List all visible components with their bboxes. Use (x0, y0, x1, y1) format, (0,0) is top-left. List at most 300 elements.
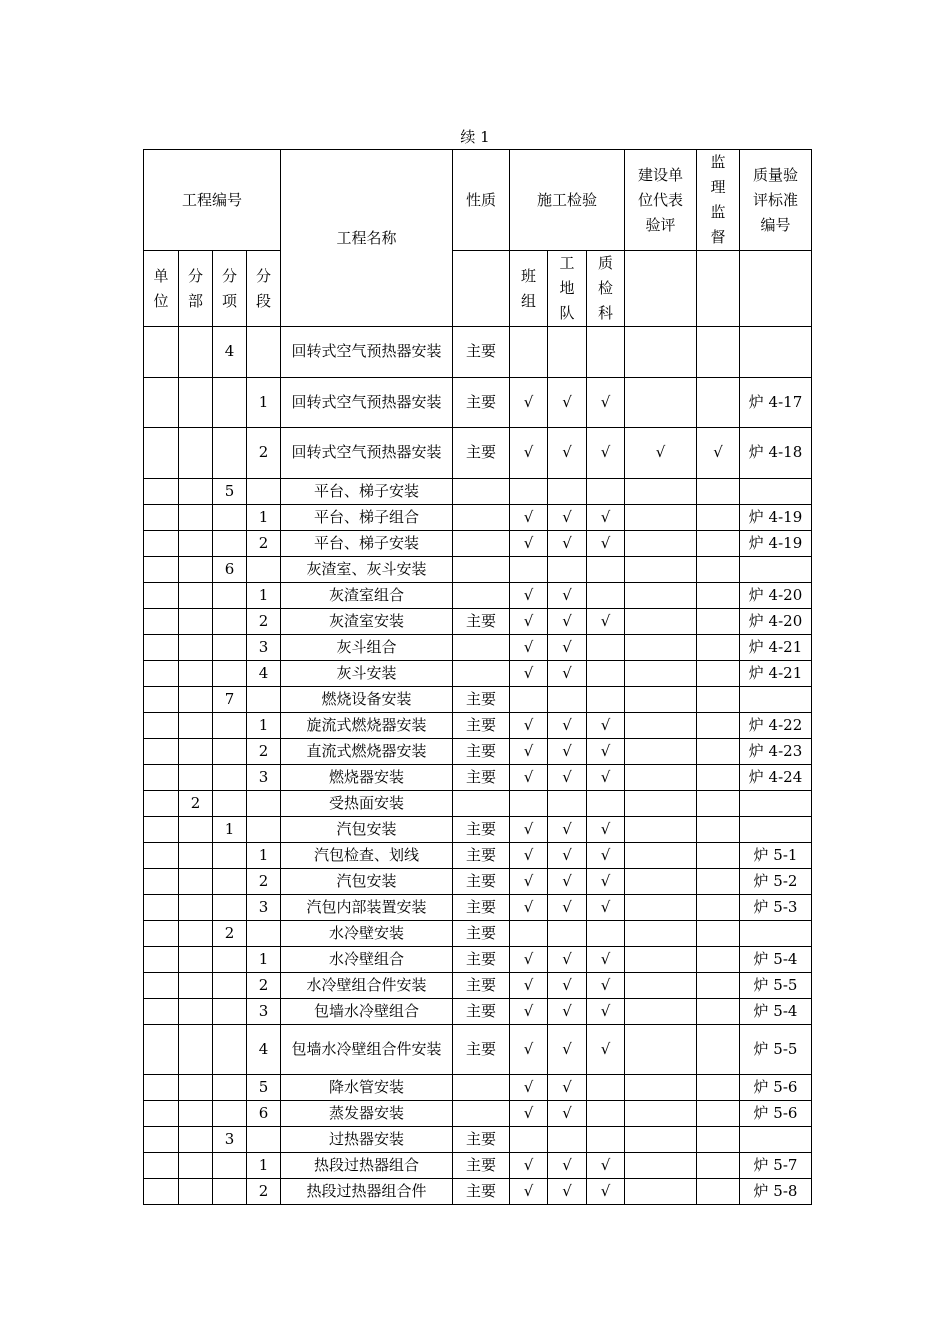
cell-site-team: √ (548, 894, 587, 920)
cell-name: 灰渣室组合 (281, 582, 453, 608)
cell-supervision (697, 660, 740, 686)
cell-division (179, 1075, 213, 1101)
cell-supervision (697, 998, 740, 1024)
cell-site-team: √ (548, 1101, 587, 1127)
cell-name: 降水管安装 (281, 1075, 453, 1101)
header-nature: 性质 (453, 150, 510, 251)
cell-name: 燃烧设备安装 (281, 686, 453, 712)
header-section-text: 分段 (255, 266, 271, 310)
cell-division (179, 1101, 213, 1127)
cell-supervision (697, 1101, 740, 1127)
cell-nature: 主要 (453, 842, 510, 868)
cell-item: 1 (213, 816, 247, 842)
cell-owner-rep (625, 764, 697, 790)
cell-site-team (548, 920, 587, 946)
cell-team (510, 920, 548, 946)
cell-team: √ (510, 894, 548, 920)
cell-standard: 炉 4-18 (740, 428, 812, 479)
cell-nature: 主要 (453, 712, 510, 738)
cell-section: 2 (247, 608, 281, 634)
cell-section (247, 327, 281, 378)
cell-team (510, 686, 548, 712)
cell-site-team: √ (548, 738, 587, 764)
cell-owner-rep (625, 556, 697, 582)
cell-unit (144, 1127, 179, 1153)
cell-qc: √ (587, 712, 625, 738)
table-row (144, 1127, 812, 1153)
cell-name: 包墙水冷壁组合 (281, 998, 453, 1024)
cell-nature (453, 790, 510, 816)
cell-item (213, 790, 247, 816)
cell-section: 3 (247, 998, 281, 1024)
cell-supervision (697, 738, 740, 764)
cell-site-team: √ (548, 816, 587, 842)
cell-division (179, 998, 213, 1024)
cell-item (213, 712, 247, 738)
cell-section: 2 (247, 738, 281, 764)
cell-item: 3 (213, 1127, 247, 1153)
cell-site-team (548, 686, 587, 712)
cell-section: 1 (247, 842, 281, 868)
cell-standard (740, 816, 812, 842)
cell-nature: 主要 (453, 738, 510, 764)
cell-team: √ (510, 377, 548, 428)
cell-section (247, 816, 281, 842)
cell-division (179, 1127, 213, 1153)
cell-team: √ (510, 504, 548, 530)
cell-item (213, 1153, 247, 1179)
cell-standard: 炉 5-1 (740, 842, 812, 868)
cell-unit (144, 530, 179, 556)
cell-name: 直流式燃烧器安装 (281, 738, 453, 764)
cell-owner-rep (625, 634, 697, 660)
cell-qc: √ (587, 504, 625, 530)
cell-unit (144, 1179, 179, 1205)
cell-supervision (697, 608, 740, 634)
cell-supervision (697, 1179, 740, 1205)
table-row (144, 634, 812, 660)
cell-team: √ (510, 738, 548, 764)
cell-owner-rep (625, 327, 697, 378)
cell-item (213, 1024, 247, 1075)
table-row (144, 764, 812, 790)
cell-nature (453, 1075, 510, 1101)
cell-name: 平台、梯子安装 (281, 478, 453, 504)
cell-team: √ (510, 946, 548, 972)
cell-division (179, 1153, 213, 1179)
cell-owner-rep (625, 946, 697, 972)
cell-qc: √ (587, 842, 625, 868)
cell-standard (740, 327, 812, 378)
cell-standard: 炉 5-8 (740, 1179, 812, 1205)
table-row (144, 842, 812, 868)
cell-unit (144, 478, 179, 504)
cell-owner-rep (625, 1153, 697, 1179)
cell-item: 6 (213, 556, 247, 582)
cell-section: 2 (247, 868, 281, 894)
cell-name: 回转式空气预热器安装 (281, 428, 453, 479)
cell-nature (453, 660, 510, 686)
cell-division (179, 946, 213, 972)
cell-owner-rep (625, 660, 697, 686)
cell-standard: 炉 4-21 (740, 660, 812, 686)
cell-owner-rep (625, 816, 697, 842)
cell-division (179, 920, 213, 946)
cell-unit (144, 894, 179, 920)
cell-section: 2 (247, 972, 281, 998)
cell-unit (144, 712, 179, 738)
cell-nature: 主要 (453, 868, 510, 894)
cell-name: 蒸发器安装 (281, 1101, 453, 1127)
cell-standard: 炉 4-19 (740, 504, 812, 530)
cell-owner-rep: √ (625, 428, 697, 479)
cell-team (510, 478, 548, 504)
cell-nature: 主要 (453, 946, 510, 972)
cell-standard (740, 478, 812, 504)
cell-qc: √ (587, 377, 625, 428)
table-row (144, 1179, 812, 1205)
cell-division (179, 556, 213, 582)
table-row (144, 946, 812, 972)
cell-nature: 主要 (453, 816, 510, 842)
cell-qc: √ (587, 428, 625, 479)
cell-standard (740, 920, 812, 946)
cell-team (510, 1127, 548, 1153)
cell-qc: √ (587, 868, 625, 894)
cell-supervision (697, 634, 740, 660)
cell-site-team (548, 478, 587, 504)
cell-supervision: √ (697, 428, 740, 479)
cell-division (179, 972, 213, 998)
cell-supervision (697, 582, 740, 608)
cell-division (179, 816, 213, 842)
cell-standard (740, 1127, 812, 1153)
cell-owner-rep (625, 868, 697, 894)
cell-team: √ (510, 764, 548, 790)
cell-nature: 主要 (453, 1179, 510, 1205)
cell-name: 汽包安装 (281, 868, 453, 894)
cell-division (179, 894, 213, 920)
cell-team: √ (510, 660, 548, 686)
cell-site-team: √ (548, 530, 587, 556)
cell-team: √ (510, 972, 548, 998)
cell-team: √ (510, 998, 548, 1024)
cell-unit (144, 842, 179, 868)
cell-section: 1 (247, 712, 281, 738)
cell-team: √ (510, 634, 548, 660)
cell-unit (144, 504, 179, 530)
cell-division (179, 530, 213, 556)
cell-site-team: √ (548, 608, 587, 634)
header-site-team (548, 251, 587, 327)
header-construction-check: 施工检验 (510, 150, 625, 251)
cell-team: √ (510, 608, 548, 634)
table-row (144, 428, 812, 479)
cell-section: 5 (247, 1075, 281, 1101)
cell-nature: 主要 (453, 1153, 510, 1179)
cell-owner-rep (625, 1127, 697, 1153)
cell-section (247, 920, 281, 946)
cell-item (213, 504, 247, 530)
cell-name: 受热面安装 (281, 790, 453, 816)
table-row (144, 1101, 812, 1127)
table-row (144, 660, 812, 686)
cell-item (213, 428, 247, 479)
cell-standard: 炉 4-19 (740, 530, 812, 556)
header-division (179, 251, 213, 327)
header-owner-rep (625, 150, 697, 251)
cell-nature: 主要 (453, 686, 510, 712)
cell-item (213, 1075, 247, 1101)
cell-supervision (697, 712, 740, 738)
cell-qc: √ (587, 608, 625, 634)
cell-team: √ (510, 1075, 548, 1101)
cell-qc: √ (587, 764, 625, 790)
cell-section: 1 (247, 377, 281, 428)
cell-team: √ (510, 868, 548, 894)
cell-nature (453, 504, 510, 530)
cell-unit (144, 377, 179, 428)
cell-unit (144, 1153, 179, 1179)
cell-unit (144, 1101, 179, 1127)
cell-supervision (697, 868, 740, 894)
cell-standard: 炉 5-4 (740, 946, 812, 972)
cell-site-team: √ (548, 582, 587, 608)
cell-item (213, 998, 247, 1024)
cell-name: 灰渣室安装 (281, 608, 453, 634)
cell-supervision (697, 816, 740, 842)
cell-unit (144, 634, 179, 660)
table-row (144, 504, 812, 530)
cell-division (179, 634, 213, 660)
cell-owner-rep (625, 738, 697, 764)
cell-standard: 炉 5-2 (740, 868, 812, 894)
cell-name: 水冷壁组合件安装 (281, 972, 453, 998)
cell-name: 热段过热器组合 (281, 1153, 453, 1179)
cell-site-team: √ (548, 946, 587, 972)
quality-inspection-table (143, 149, 812, 1205)
header-owner-blank (625, 251, 697, 327)
cell-site-team: √ (548, 764, 587, 790)
cell-item: 5 (213, 478, 247, 504)
cell-section (247, 1127, 281, 1153)
cell-site-team: √ (548, 998, 587, 1024)
cell-item (213, 377, 247, 428)
cell-name: 包墙水冷壁组合件安装 (281, 1024, 453, 1075)
cell-standard: 炉 5-6 (740, 1075, 812, 1101)
cell-item (213, 1179, 247, 1205)
cell-qc (587, 478, 625, 504)
cell-name: 平台、梯子组合 (281, 504, 453, 530)
cell-team (510, 790, 548, 816)
cell-division (179, 842, 213, 868)
cell-standard: 炉 4-22 (740, 712, 812, 738)
cell-section: 2 (247, 530, 281, 556)
cell-standard: 炉 5-5 (740, 972, 812, 998)
cell-unit (144, 582, 179, 608)
header-project-name: 工程名称 (281, 150, 453, 327)
cell-qc: √ (587, 998, 625, 1024)
cell-site-team: √ (548, 377, 587, 428)
cell-name: 汽包检查、划线 (281, 842, 453, 868)
table-row (144, 377, 812, 428)
cell-qc (587, 790, 625, 816)
cell-qc (587, 1075, 625, 1101)
cell-name: 水冷壁安装 (281, 920, 453, 946)
cell-site-team: √ (548, 1075, 587, 1101)
header-owner-rep-text: 建设单位代表验评 (637, 165, 683, 234)
cell-division (179, 764, 213, 790)
cell-section (247, 556, 281, 582)
cell-division (179, 608, 213, 634)
cell-unit (144, 972, 179, 998)
cell-section (247, 686, 281, 712)
cell-unit (144, 556, 179, 582)
cell-unit (144, 738, 179, 764)
cell-supervision (697, 530, 740, 556)
cell-owner-rep (625, 377, 697, 428)
cell-nature: 主要 (453, 428, 510, 479)
table-row (144, 920, 812, 946)
table-row (144, 894, 812, 920)
cell-supervision (697, 556, 740, 582)
cell-qc: √ (587, 738, 625, 764)
cell-qc: √ (587, 1024, 625, 1075)
cell-division (179, 377, 213, 428)
cell-section: 3 (247, 634, 281, 660)
table-row (144, 712, 812, 738)
cell-item (213, 868, 247, 894)
cell-standard (740, 556, 812, 582)
cell-team: √ (510, 712, 548, 738)
cell-qc (587, 327, 625, 378)
header-team-text: 班组 (520, 266, 536, 310)
cell-site-team: √ (548, 428, 587, 479)
cell-section: 1 (247, 582, 281, 608)
cell-supervision (697, 686, 740, 712)
header-division-text: 分部 (187, 266, 203, 310)
cell-qc: √ (587, 816, 625, 842)
cell-item (213, 842, 247, 868)
cell-name: 过热器安装 (281, 1127, 453, 1153)
table-row (144, 608, 812, 634)
cell-nature: 主要 (453, 1127, 510, 1153)
cell-item (213, 660, 247, 686)
cell-owner-rep (625, 894, 697, 920)
cell-name: 灰斗安装 (281, 660, 453, 686)
cell-standard: 炉 4-24 (740, 764, 812, 790)
header-std-blank (740, 251, 812, 327)
table-row (144, 1024, 812, 1075)
cell-owner-rep (625, 1075, 697, 1101)
cell-qc (587, 660, 625, 686)
cell-section: 1 (247, 504, 281, 530)
cell-section: 4 (247, 660, 281, 686)
table-row (144, 738, 812, 764)
cell-standard: 炉 4-20 (740, 582, 812, 608)
cell-qc (587, 556, 625, 582)
cell-owner-rep (625, 504, 697, 530)
cell-nature (453, 478, 510, 504)
cell-supervision (697, 1075, 740, 1101)
cell-section: 6 (247, 1101, 281, 1127)
header-supervision-text: 监理监督 (710, 153, 726, 246)
cell-section: 3 (247, 894, 281, 920)
cell-team: √ (510, 582, 548, 608)
table-row (144, 972, 812, 998)
table-row (144, 686, 812, 712)
cell-supervision (697, 920, 740, 946)
cell-supervision (697, 1127, 740, 1153)
cell-standard: 炉 5-5 (740, 1024, 812, 1075)
cell-nature: 主要 (453, 998, 510, 1024)
cell-nature: 主要 (453, 377, 510, 428)
table-row (144, 998, 812, 1024)
cell-name: 旋流式燃烧器安装 (281, 712, 453, 738)
cell-unit (144, 686, 179, 712)
header-section (247, 251, 281, 327)
cell-item: 2 (213, 920, 247, 946)
cell-unit (144, 946, 179, 972)
cell-team: √ (510, 1101, 548, 1127)
cell-section: 4 (247, 1024, 281, 1075)
cell-nature (453, 1101, 510, 1127)
cell-name: 回转式空气预热器安装 (281, 377, 453, 428)
cell-name: 热段过热器组合件 (281, 1179, 453, 1205)
header-unit-text: 单位 (153, 266, 169, 310)
cell-item (213, 972, 247, 998)
cell-division (179, 327, 213, 378)
cell-nature (453, 556, 510, 582)
cell-unit (144, 428, 179, 479)
cell-nature: 主要 (453, 972, 510, 998)
cell-standard: 炉 5-3 (740, 894, 812, 920)
cell-qc (587, 686, 625, 712)
cell-section: 1 (247, 946, 281, 972)
table-row (144, 530, 812, 556)
cell-team (510, 327, 548, 378)
cell-item (213, 530, 247, 556)
cell-section: 3 (247, 764, 281, 790)
cell-qc: √ (587, 894, 625, 920)
header-row-2 (144, 251, 812, 327)
cell-site-team (548, 1127, 587, 1153)
cell-site-team: √ (548, 842, 587, 868)
cell-nature: 主要 (453, 894, 510, 920)
cell-standard: 炉 4-23 (740, 738, 812, 764)
cell-site-team: √ (548, 712, 587, 738)
cell-owner-rep (625, 790, 697, 816)
cell-team: √ (510, 1024, 548, 1075)
cell-unit (144, 816, 179, 842)
cell-qc (587, 920, 625, 946)
cell-site-team: √ (548, 634, 587, 660)
header-nature-blank (453, 251, 510, 327)
cell-owner-rep (625, 920, 697, 946)
cell-supervision (697, 946, 740, 972)
cell-owner-rep (625, 1101, 697, 1127)
cell-section: 1 (247, 1153, 281, 1179)
cell-name: 汽包内部装置安装 (281, 894, 453, 920)
cell-unit (144, 327, 179, 378)
cell-site-team (548, 556, 587, 582)
cell-division (179, 738, 213, 764)
cell-standard (740, 790, 812, 816)
cell-nature: 主要 (453, 327, 510, 378)
cell-owner-rep (625, 998, 697, 1024)
cell-supervision (697, 504, 740, 530)
cell-unit (144, 1024, 179, 1075)
